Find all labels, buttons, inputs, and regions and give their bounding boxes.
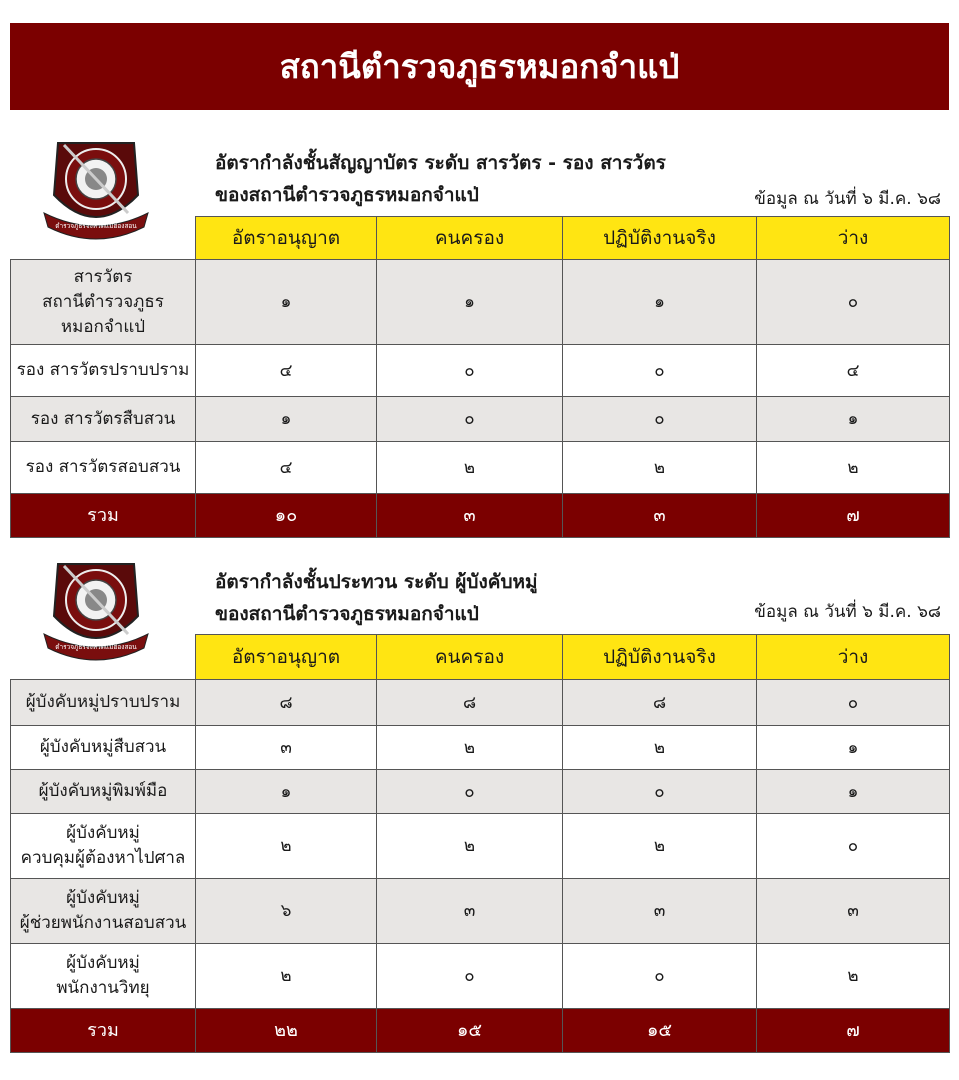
- cell-value: ๔: [196, 442, 377, 494]
- cell-value: ๒: [757, 442, 950, 494]
- cell-value: ๑: [757, 397, 950, 442]
- column-header: คนครอง: [377, 217, 563, 260]
- cell-value: ๐: [757, 680, 950, 726]
- staffing-table: [10, 634, 950, 1053]
- cell-value: ๔: [196, 345, 377, 397]
- cell-value: ๑: [563, 260, 757, 345]
- cell-value: ๑: [196, 260, 377, 345]
- header-spacer: [11, 635, 196, 680]
- section-squad-leaders: [10, 556, 949, 1056]
- table-header-row: [11, 635, 950, 680]
- cell-value: ๔: [757, 345, 950, 397]
- table-row: [11, 814, 950, 879]
- data-date: ข้อมูล ณ วันที่ ๖ มี.ค. ๖๘: [754, 602, 941, 622]
- cell-value: ๐: [563, 345, 757, 397]
- total-value: ๒๒: [196, 1009, 377, 1053]
- section-title-line-1: อัตรากำลังชั้นสัญญาบัตร ระดับ สารวัตร - รอง สารวัตร: [215, 152, 666, 174]
- table-row: [11, 397, 950, 442]
- cell-value: ๐: [563, 397, 757, 442]
- cell-value: ๑: [196, 397, 377, 442]
- cell-value: ๐: [377, 944, 563, 1009]
- staffing-table: [10, 216, 950, 538]
- total-value: ๑๕: [563, 1009, 757, 1053]
- page-title: สถานีตำรวจภูธรหมอกจำแป่: [279, 47, 680, 86]
- row-label: ผู้บังคับหมู่ พนักงานวิทยุ: [11, 944, 196, 1009]
- data-date: ข้อมูล ณ วันที่ ๖ มี.ค. ๖๘: [754, 189, 941, 209]
- cell-value: ๐: [377, 345, 563, 397]
- table-row: [11, 260, 950, 345]
- page-title-banner: [10, 23, 949, 110]
- table-row: [11, 442, 950, 494]
- column-header: ว่าง: [757, 217, 950, 260]
- total-label: รวม: [11, 494, 196, 538]
- cell-value: ๒: [377, 442, 563, 494]
- section-title: [215, 566, 538, 630]
- cell-value: ๓: [196, 726, 377, 770]
- cell-value: ๒: [196, 944, 377, 1009]
- cell-value: ๓: [757, 879, 950, 944]
- row-label: ผู้บังคับหมู่ ควบคุมผู้ต้องหาไปศาล: [11, 814, 196, 879]
- table-header-row: [11, 217, 950, 260]
- total-row: [11, 1009, 950, 1053]
- total-value: ๗: [757, 494, 950, 538]
- column-header: อัตราอนุญาต: [196, 217, 377, 260]
- table-row: [11, 879, 950, 944]
- section-commissioned-officers: [10, 135, 949, 541]
- cell-value: ๒: [377, 726, 563, 770]
- column-header: อัตราอนุญาต: [196, 635, 377, 680]
- cell-value: ๒: [563, 814, 757, 879]
- cell-value: ๑: [377, 260, 563, 345]
- total-row: [11, 494, 950, 538]
- table-row: [11, 726, 950, 770]
- emblem-ribbon-text: ตำรวจภูธรจังหวัดแม่ฮ่องสอน: [55, 222, 137, 230]
- section-title-line-2: ของสถานีตำรวจภูธรหมอกจำแป่: [215, 603, 479, 625]
- row-label: ผู้บังคับหมู่สืบสวน: [11, 726, 196, 770]
- total-value: ๑๐: [196, 494, 377, 538]
- emblem-ribbon-text: ตำรวจภูธรจังหวัดแม่ฮ่องสอน: [55, 643, 137, 651]
- total-value: ๓: [563, 494, 757, 538]
- cell-value: ๒: [563, 442, 757, 494]
- header-spacer: [11, 217, 196, 260]
- staffing-table-body: [11, 217, 950, 538]
- cell-value: ๖: [196, 879, 377, 944]
- cell-value: ๒: [196, 814, 377, 879]
- cell-value: ๐: [563, 944, 757, 1009]
- table-row: [11, 944, 950, 1009]
- row-label: ผู้บังคับหมู่ปราบปราม: [11, 680, 196, 726]
- total-value: ๑๕: [377, 1009, 563, 1053]
- row-label: ผู้บังคับหมู่ ผู้ช่วยพนักงานสอบสวน: [11, 879, 196, 944]
- cell-value: ๐: [757, 260, 950, 345]
- total-value: ๓: [377, 494, 563, 538]
- row-label: รอง สารวัตรสอบสวน: [11, 442, 196, 494]
- cell-value: ๐: [377, 770, 563, 814]
- column-header: ปฏิบัติงานจริง: [563, 217, 757, 260]
- cell-value: ๑: [757, 770, 950, 814]
- row-label: รอง สารวัตรสืบสวน: [11, 397, 196, 442]
- staffing-table-body: [11, 635, 950, 1053]
- cell-value: ๑: [196, 770, 377, 814]
- section-title-line-1: อัตรากำลังชั้นประทวน ระดับ ผู้บังคับหมู่: [215, 571, 538, 593]
- cell-value: ๒: [757, 944, 950, 1009]
- section-title: [215, 147, 666, 211]
- row-label: รอง สารวัตรปราบปราม: [11, 345, 196, 397]
- row-label: สารวัตร สถานีตำรวจภูธร หมอกจำแป่: [11, 260, 196, 345]
- cell-value: ๓: [377, 879, 563, 944]
- cell-value: ๘: [563, 680, 757, 726]
- total-label: รวม: [11, 1009, 196, 1053]
- row-label: ผู้บังคับหมู่พิมพ์มือ: [11, 770, 196, 814]
- cell-value: ๓: [563, 879, 757, 944]
- cell-value: ๘: [196, 680, 377, 726]
- total-value: ๗: [757, 1009, 950, 1053]
- column-header: ว่าง: [757, 635, 950, 680]
- cell-value: ๑: [757, 726, 950, 770]
- cell-value: ๘: [377, 680, 563, 726]
- table-row: [11, 770, 950, 814]
- column-header: คนครอง: [377, 635, 563, 680]
- table-row: [11, 345, 950, 397]
- cell-value: ๒: [377, 814, 563, 879]
- cell-value: ๐: [377, 397, 563, 442]
- cell-value: ๐: [757, 814, 950, 879]
- cell-value: ๒: [563, 726, 757, 770]
- table-row: [11, 680, 950, 726]
- section-title-line-2: ของสถานีตำรวจภูธรหมอกจำแป่: [215, 184, 479, 206]
- cell-value: ๐: [563, 770, 757, 814]
- column-header: ปฏิบัติงานจริง: [563, 635, 757, 680]
